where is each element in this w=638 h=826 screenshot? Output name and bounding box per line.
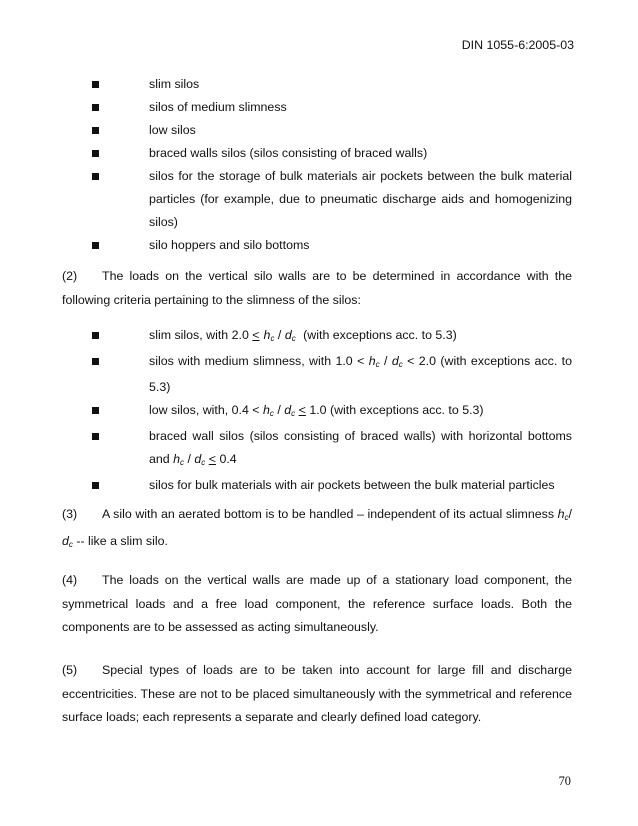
list-item: silos for bulk materials with air pockets between the bulk material particles (92, 474, 572, 497)
list-item: silos with medium slimness, with $1.0 < h_c / d_c < 2.0$ (with exceptions acc. to 5.3) (92, 350, 572, 399)
paragraph-5: (5) Special types of loads are to be taken into account for large fill and discharge eccentricities. These are not to be placed simultaneously with the symmetrical and reference surface loads; each represents a separate and clearly defined load category. (62, 663, 572, 724)
square-bullet-icon (92, 482, 99, 489)
list-item: low silos (92, 119, 572, 142)
list-item: braced walls silos (silos consisting of braced walls) (92, 142, 572, 165)
square-bullet-icon (92, 81, 99, 88)
square-bullet-icon (92, 150, 99, 157)
square-bullet-icon (92, 332, 99, 339)
list-item: silos for the storage of bulk materials air pockets between the bulk material particles (for example, due to pneumatic discharge aids and homogenizing silos) (92, 165, 572, 234)
standard-header: DIN 1055-6:2005-03 (461, 38, 574, 52)
list-item: slim silos (92, 73, 572, 96)
square-bullet-icon (92, 358, 99, 365)
silo-type-list (92, 73, 572, 257)
square-bullet-icon (92, 104, 99, 111)
square-bullet-icon (92, 127, 99, 134)
list-item: braced wall silos (silos consisting of braced walls) with horizontal bottoms and $h_c / d_c < 0.4$ (92, 425, 572, 474)
paragraph-4: (4) The loads on the vertical walls are made up of a stationary load component, the symmetrical loads and a free load component, the reference surface loads. Both the components are to be assessed as acting simultaneously. (62, 573, 572, 634)
slimness-criteria-list (92, 324, 572, 497)
square-bullet-icon (92, 433, 99, 440)
paragraph-3: (3) A silo with an aerated bottom is to be handled – independent of its actual slimness $h_c/$ $d_c$ -- like a slim silo. (62, 507, 572, 549)
square-bullet-icon (92, 173, 99, 180)
list-item: low silos, with, $0.4 < h_c / d_c < 1.0$ (with exceptions acc. to 5.3) (92, 399, 572, 425)
square-bullet-icon (92, 407, 99, 414)
paragraph-2: (2) The loads on the vertical silo walls are to be determined in accordance with the following criteria pertaining to the slimness of the silos: (62, 269, 572, 307)
page-number: 70 (558, 774, 571, 788)
list-item: silo hoppers and silo bottoms (92, 234, 572, 257)
list-item: silos of medium slimness (92, 96, 572, 119)
square-bullet-icon (92, 242, 99, 249)
list-item: slim silos, with $2.0 < h_c / d_c$ (with exceptions acc. to 5.3) (92, 324, 572, 350)
